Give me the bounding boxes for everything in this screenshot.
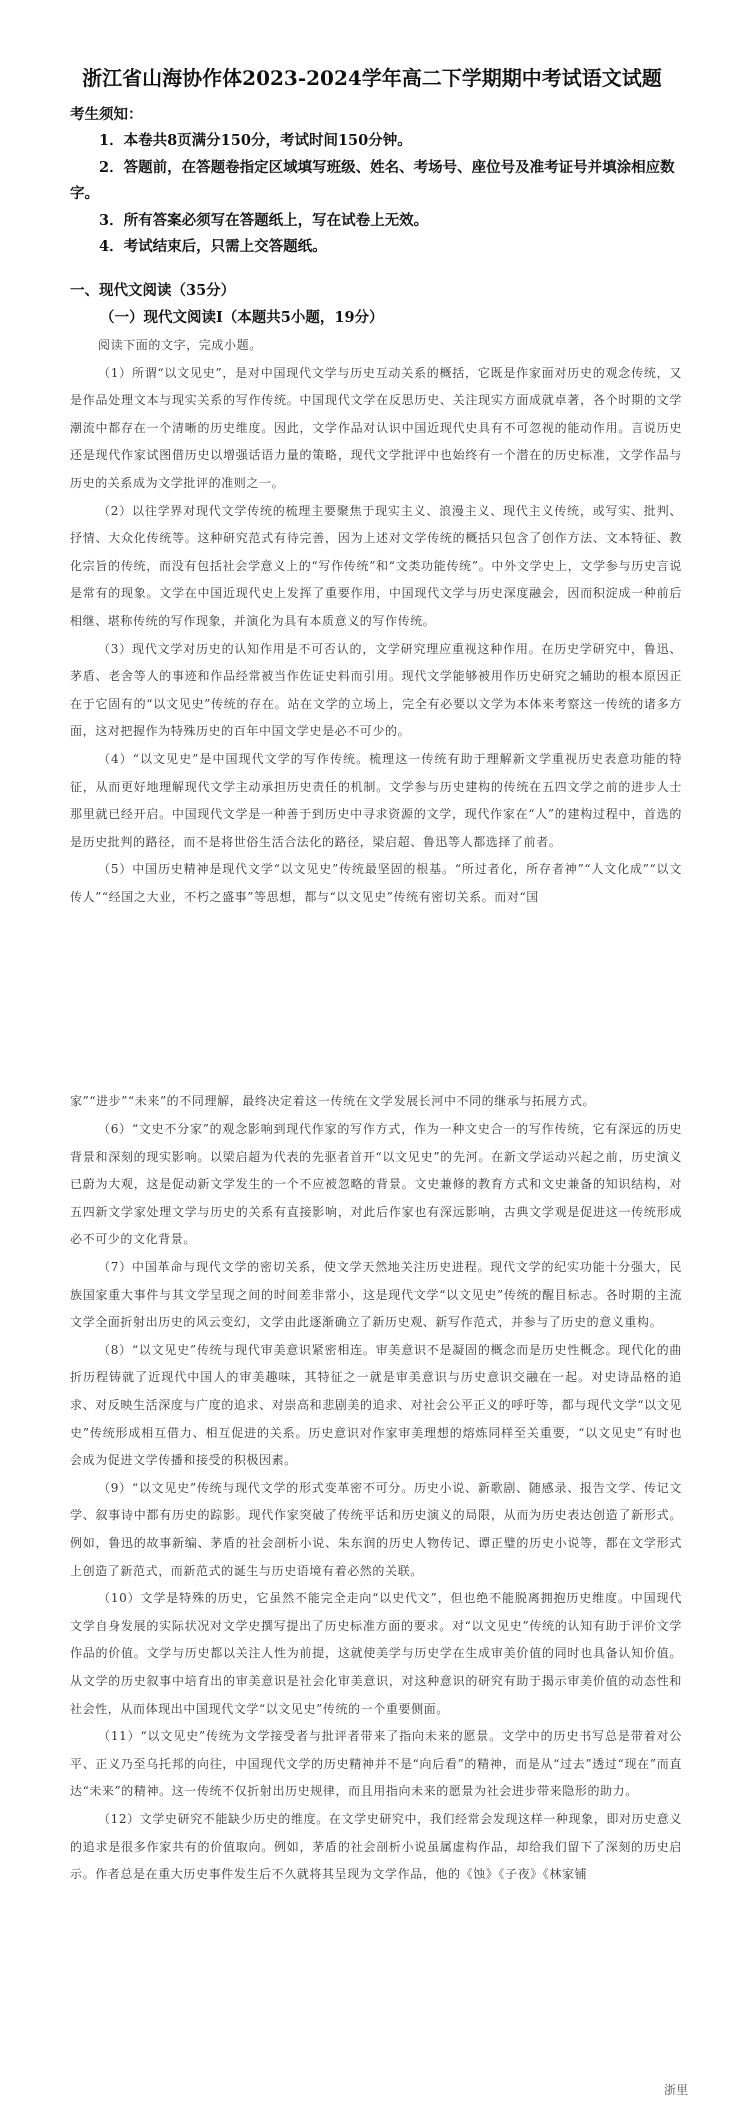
paragraph: （7）中国革命与现代文学的密切关系，使文学天然地关注历史进程。现代文学的纪实功能十分强大，民族国家重大事件与其文学呈现之间的时间差非常小，这是现代文学“以文见史”传统的醒目标志。各时期的主流文学全面折射出历史的风云变幻，文学由此逐渐确立了新历史观、新写作范式，并参与了历史的意义重构。 <box>70 1260 682 1330</box>
notice-list <box>70 128 682 261</box>
notice-item: 4．考试结束后，只需上交答题纸。 <box>99 238 327 255</box>
blank-gap <box>70 911 682 1088</box>
notice-item: 1．本卷共8页满分150分，考试时间150分钟。 <box>99 132 412 149</box>
paragraph: （12）文学史研究不能缺少历史的维度。在文学史研究中，我们经常会发现这样一种现象，即对历史意义的追求是很多作家共有的价值取向。例如，茅盾的社会剖析小说虽属虚构作品，却给我们留下了深刻的历史启示。作者总是在重大历史事件发生后不久就将其呈现为文学作品，他的《蚀》《子夜》《林家铺 <box>70 1811 682 1882</box>
paragraph: 家”“进步”“未来”的不同理解，最终决定着这一传统在文学发展长河中不同的继承与拓展方式。 <box>70 1094 596 1109</box>
paragraph: （1）所谓“以文见史”，是对中国现代文学与历史互动关系的概括，它既是作家面对历史的观念传统，又是作品处理文本与现实关系的写作传统。中国现代文学在反思历史、关注现实方面成就卓著，各个时期的文学潮流中都存在一个清晰的历史维度。因此，文学作品对认识中国近现代史具有不可忽视的能动作用。言说历史还是现代作家试图借历史以增强话语力量的策略，现代文学批评中也始终有一个潜在的历史标准，文学作品与历史的关系成为文学批评的准则之一。 <box>70 365 682 490</box>
paragraph: （2）以往学界对现代文学传统的梳理主要聚焦于现实主义、浪漫主义、现代主义传统，或写实、批判、抒情、大众化传统等。这种研究范式有待完善，因为上述对文学传统的概括只包含了创作方法、文本特征、教化宗旨的传统，而没有包括社会学意义上的“写作传统”和“文类功能传统”。中外文学史上，文学参与历史言说是常有的现象。文学在中国近现代史上发挥了重要作用，中国现代文学与历史深度融会，因而积淀成一种前后相继、堪称传统的写作现象，并演化为具有本质意义的写作传统。 <box>70 503 682 628</box>
paragraph: （9）“以文见史”传统与现代文学的形式变革密不可分。历史小说、新歌剧、随感录、报告文学、传记文学、叙事诗中都有历史的踪影。现代作家突破了传统平话和历史演义的局限，从而为历史表达创造了新形式。例如，鲁迅的故事新编、茅盾的社会剖析小说、朱东润的历史人物传记、谭正璧的历史小说等，都在文学形式上创造了新范式，而新范式的诞生与历史语境有着必然的关联。 <box>70 1480 682 1578</box>
instruction-text: 阅读下面的文字，完成小题。 <box>98 338 262 352</box>
section-subheading: （一）现代文阅读Ⅰ（本题共5小题，19分） <box>100 309 384 326</box>
notice-item: 3．所有答案必须写在答题纸上，写在试卷上无效。 <box>99 211 429 229</box>
paragraph: （6）“文史不分家”的观念影响到现代作家的写作方式，作为一种文史合一的写作传统，它有深远的历史背景和深刻的现实影响。以梁启超为代表的先驱者首开“以文见史”的先河。在新文学运动兴起之前，历史演义已蔚为大观，这是促动新文学发生的一个不应被忽略的背景。文史兼修的教育方式和文史兼备的知识结构，对五四新文学家处理文学与历史的关系有直接影响，对此后作家也有深远影响，古典文学观是促进这一传统形成必不可少的文化背景。 <box>70 1122 682 1247</box>
paragraph: （11）“以文见史”传统为文学接受者与批评者带来了指向未来的愿景。文学中的历史书写总是带着对公平、正义乃至乌托邦的向往，中国现代文学的历史精神并不是“向后看”的精神，而是从“过去”透过“现在”而直达“未来”的精神。这一传统不仅折射出历史规律，而且用指向未来的愿景为社会进步带来隐形的助力。 <box>70 1729 682 1799</box>
footer-mark: 浙里 <box>664 2083 689 2097</box>
notice-item: 2．答题前，在答题卷指定区域填写班级、姓名、考场号、座位号及准考证号并填涂相应数字。 <box>70 158 675 202</box>
notice-heading: 考生须知： <box>70 106 143 123</box>
paragraph: （8）“以文见史”传统与现代审美意识紧密相连。审美意识不是凝固的概念而是历史性概念。现代化的曲折历程铸就了近现代中国人的审美趣味，其特征之一就是审美意识与历史意识交融在一起。对史诗品格的追求、对反映生活深度与广度的追求、对崇高和悲剧美的追求、对社会公平正义的呼吁等，都与现代文学“以文见史”传统形成相互借力、相互促进的关系。历史意识对作家审美理想的熔炼同样至关重要，“以文见史”有时也会成为促进文学传播和接受的积极因素。 <box>70 1342 682 1468</box>
paragraph: （10）文学是特殊的历史，它虽然不能完全走向“以史代文”，但也绝不能脱离拥抱历史维度。中国现代文学自身发展的实际状况对文学史撰写提出了历史标准方面的要求。对“以文见史”传统的认知有助于评价文学作品的价值。文学与历史都以关注人性为前提，这就使美学与历史学在生成审美价值的同时也具备认知价值。从文学的历史叙事中培育出的审美意识是社会化审美意识，对这种意识的研究有助于揭示审美价值的动态性和社会性，从而体现出中国现代文学“以文见史”传统的一个重要侧面。 <box>70 1591 682 1716</box>
paragraph: （4）“以文见史”是中国现代文学的写作传统。梳理这一传统有助于理解新文学重视历史表意功能的特征，从而更好地理解现代文学主动承担历史责任的机制。文学参与历史建构的传统在五四文学之前的进步人士那里就已经开启。中国现代文学是一种善于到历史中寻求资源的文学，现代作家在“人”的建构过程中，首选的是历史批判的路径，而不是将世俗生活合法化的路径，梁启超、鲁迅等人都选择了前者。 <box>70 751 682 849</box>
page-title: 浙江省山海协作体2023-2024学年高二下学期期中考试语文试题 <box>82 66 662 90</box>
paragraph: （5）中国历史精神是现代文学“以文见史”传统最坚固的根基。“所过者化，所存者神”“人文化成”“以文传人”“经国之大业，不朽之盛事”等思想，都与“以文见史”传统有密切关系。而对“国 <box>70 862 682 904</box>
paragraph: （3）现代文学对历史的认知作用是不可否认的，文学研究理应重视这种作用。在历史学研究中，鲁迅、茅盾、老舍等人的事迹和作品经常被当作佐证史料而引用。现代文学能够被用作历史研究之辅助的根本原因正在于它固有的“以文见史”传统的存在。站在文学的立场上，完全有必要以文学为本体来考察这一传统的诸多方面，这对把握作为特殊历史的百年中国文学史是必不可少的。 <box>70 641 682 739</box>
reading-passage <box>70 332 682 1889</box>
section-heading: 一、现代文阅读（35分） <box>70 282 236 299</box>
